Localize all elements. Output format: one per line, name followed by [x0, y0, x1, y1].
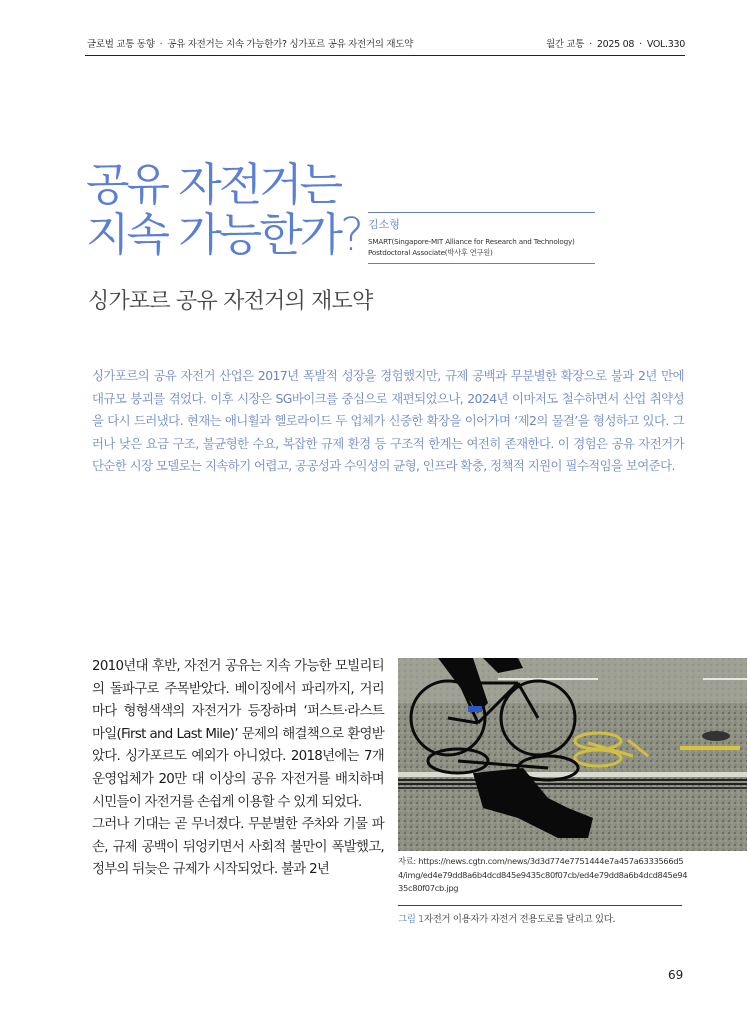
- issue-date: 2025 08: [596, 39, 635, 50]
- article-reference: 공유 자전거는 지속 가능한가? 싱가포르 공유 자전거의 재도약: [167, 39, 414, 50]
- volume: VOL.330: [646, 39, 685, 50]
- affiliation-line-1: SMART(Singapore-MIT Alliance for Research and Technology): [368, 237, 575, 246]
- figure-source: 자료: https://news.cgtn.com/news/3d3d774e7751444e7a457a6333566d54/img/ed4e79dd8a6b4dcd845e9435c80f07cb/ed4e79dd8a6b4dcd845e9435c80f07cb.jpg: [398, 856, 688, 893]
- affiliation-line-2: Postdoctoral Associate(박사후 연구원): [368, 248, 493, 257]
- author-block: [368, 212, 595, 264]
- separator: ·: [589, 39, 592, 50]
- bicycle-photo-illustration: [398, 658, 747, 851]
- figure-image: [398, 658, 747, 851]
- article-title: [86, 160, 361, 260]
- figure-caption-text: 자전거 이용자가 자전거 전용도로를 달리고 있다.: [423, 914, 616, 925]
- section-name: 글로벌 교통 동향: [87, 39, 155, 50]
- publication-name: 월간 교통: [545, 39, 585, 50]
- title-line-1: 공유 자전거는: [86, 158, 341, 211]
- author-affiliation: [368, 236, 595, 258]
- running-header: [87, 36, 413, 50]
- separator: ·: [159, 39, 163, 50]
- issue-info: [546, 36, 685, 50]
- header-divider: [85, 55, 685, 56]
- figure-caption: [398, 911, 615, 925]
- page-number: 69: [668, 968, 684, 982]
- body-paragraph: 그러나 기대는 곧 무너졌다. 무분별한 주차와 기물 파손, 규제 공백이 뒤엉키면서 사회적 불만이 폭발했고, 정부의 뒤늦은 규제가 시작되었다. 불과 2년: [92, 817, 384, 878]
- article-subtitle: 싱가포르 공유 자전거의 재도약: [88, 289, 373, 314]
- body-paragraph: 2010년대 후반, 자전거 공유는 지속 가능한 모빌리티의 돌파구로 주목받았다. 베이징에서 파리까지, 거리마다 형형색색의 자전거가 등장하며 ‘퍼스트·라스트 마일(First and Last Mile)’ 문제의 해결책으로 환영받았다. 싱가포르도 예외가 아니었다. 2018년에는 7개 운영업체가 20만 대 이상의 공유 자전거를 배치하며 시민들이 자전거를 손쉽게 이용할 수 있게 되었다.: [92, 659, 384, 810]
- figure-divider: [398, 905, 682, 906]
- body-text: [92, 656, 384, 882]
- figure-label: 그림 1: [398, 914, 424, 925]
- separator: ·: [639, 39, 642, 50]
- author-divider-top: [368, 212, 595, 213]
- author-divider-bottom: [368, 263, 595, 264]
- title-line-2: 지속 가능한가?: [86, 208, 362, 261]
- abstract: 싱가포르의 공유 자전거 산업은 2017년 폭발적 성장을 경험했지만, 규제 공백과 무분별한 확장으로 불과 2년 만에 대규모 붕괴를 겪었다. 이후 시장은 SG바이크를 중심으로 재편되었으나, 2024년 이마저도 철수하면서 산업 취약성을 다시 드러냈다. 현재는 애니휠과 헬로라이드 두 업체가 신중한 확장을 이어가며 ‘제2의 물결’을 형성하고 있다. 그러나 낮은 요금 구조, 불균형한 수요, 복잡한 규제 환경 등 구조적 한계는 여전히 존재한다. 이 경험은 공유 자전거가 단순한 시장 모델로는 지속하기 어렵고, 공공성과 수익성의 균형, 인프라 확충, 정책적 지원이 필수적임을 보여준다.: [92, 368, 684, 473]
- author-name: 김소형: [368, 218, 400, 231]
